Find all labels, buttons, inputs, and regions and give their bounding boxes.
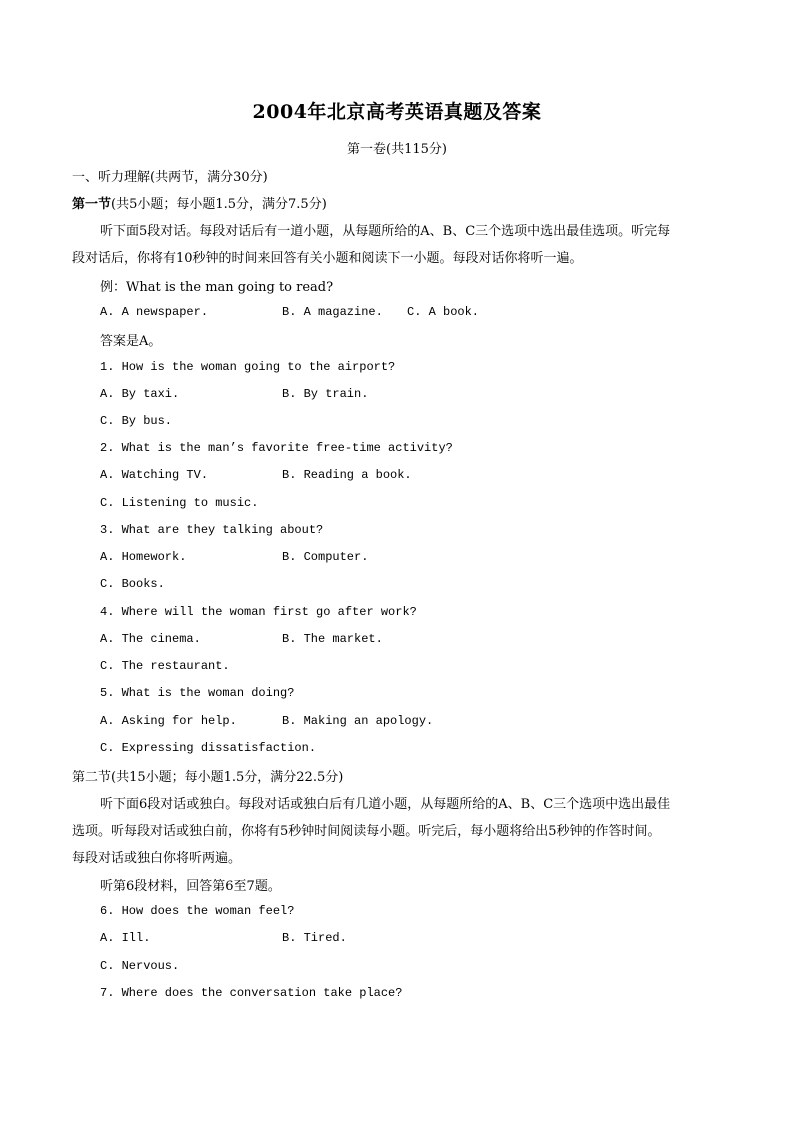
question: 5. What is the woman doing? xyxy=(100,686,295,700)
section2-heading: 第二节(共15小题；每小题1.5分，满分22.5分) xyxy=(72,770,344,785)
section2-instructions-line: 每段对话或独白你将听两遍。 xyxy=(72,851,242,866)
example-options xyxy=(100,305,480,319)
option-c: C. By bus. xyxy=(100,414,173,428)
section1-heading xyxy=(72,193,327,212)
example-question: 例：What is the man going to read? xyxy=(100,280,334,295)
option-a: A. By taxi. xyxy=(100,387,180,401)
material-heading: 听第6段材料，回答第6至7题。 xyxy=(100,879,281,894)
option-b: B. The market. xyxy=(282,632,383,646)
option-c: C. The restaurant. xyxy=(100,659,230,673)
options-row xyxy=(100,468,412,482)
option-b: B. Tired. xyxy=(282,931,347,945)
section2-instructions-line: 听下面6段对话或独白。每段对话或独白后有几道小题，从每题所给的A、B、C三个选项中选出最佳 xyxy=(100,797,671,812)
page-subtitle: 第一卷(共115分) xyxy=(347,142,447,157)
options-row xyxy=(100,550,369,564)
option-a: A. A newspaper. xyxy=(100,305,209,319)
part1-heading: 一、听力理解(共两节，满分30分) xyxy=(72,170,268,185)
option-a: A. Ill. xyxy=(100,931,151,945)
question: 7. Where does the conversation take place? xyxy=(100,986,403,1000)
option-c: C. Listening to music. xyxy=(100,496,259,510)
option-b: B. Reading a book. xyxy=(282,468,412,482)
option-a: A. Asking for help. xyxy=(100,714,237,728)
page-title: 2004年北京高考英语真题及答案 xyxy=(252,101,542,123)
option-a: A. Watching TV. xyxy=(100,468,209,482)
options-row xyxy=(100,714,434,728)
question: 3. What are they talking about? xyxy=(100,523,324,537)
option-c: C. Expressing dissatisfaction. xyxy=(100,741,317,755)
option-c: C. Nervous. xyxy=(100,959,180,973)
option-b: B. Making an apology. xyxy=(282,714,434,728)
question: 6. How does the woman feel? xyxy=(100,904,295,918)
options-row xyxy=(100,632,383,646)
option-a: A. The cinema. xyxy=(100,632,201,646)
option-a: A. Homework. xyxy=(100,550,187,564)
example-answer: 答案是A。 xyxy=(100,334,162,349)
section1-instructions-line: 段对话后，你将有10秒钟的时间来回答有关小题和阅读下一小题。每段对话你将听一遍。 xyxy=(72,251,583,266)
question: 2. What is the man’s favorite free-time activity? xyxy=(100,441,453,455)
options-row xyxy=(100,387,369,401)
section1-rest: (共5小题；每小题1.5分，满分7.5分) xyxy=(111,197,327,212)
section1-label: 第一节 xyxy=(72,197,112,212)
section1-instructions-line: 听下面5段对话。每段对话后有一道小题，从每题所给的A、B、C三个选项中选出最佳选项。听完每 xyxy=(100,224,671,239)
question: 4. Where will the woman first go after work? xyxy=(100,605,417,619)
section2-instructions-line: 选项。听每段对话或独白前，你将有5秒钟时间阅读每小题。听完后，每小题将给出5秒钟的作答时间。 xyxy=(72,824,661,839)
option-b: B. By train. xyxy=(282,387,369,401)
question: 1. How is the woman going to the airport? xyxy=(100,360,396,374)
option-b: B. A magazine. xyxy=(282,305,383,319)
option-c: C. A book. xyxy=(407,305,480,319)
option-c: C. Books. xyxy=(100,577,165,591)
options-row xyxy=(100,931,347,945)
option-b: B. Computer. xyxy=(282,550,369,564)
